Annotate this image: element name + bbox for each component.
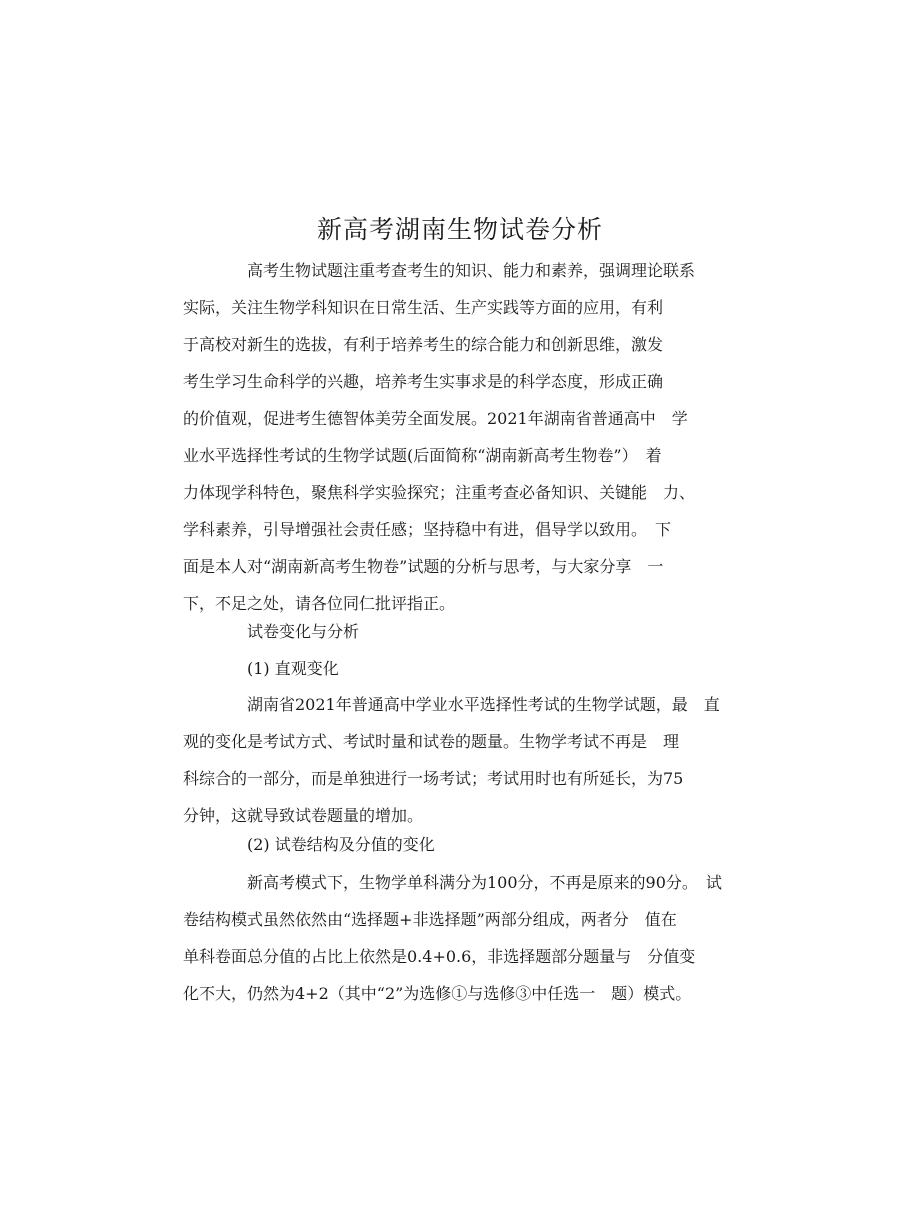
section-heading: 试卷变化与分析 — [247, 622, 360, 641]
text-line: 卷结构模式虽然依然由“选择题+非选择题”两部分组成，两者分 值在 — [183, 910, 677, 929]
subsection-2-heading: (2) 试卷结构及分值的变化 — [247, 835, 435, 854]
text-line: 分钟，这就导致试卷题量的增加。 — [183, 806, 424, 825]
text-line: 考生学习生命科学的兴趣，培养考生实事求是的科学态度，形成正确 — [183, 372, 664, 391]
text-line: 新高考模式下，生物学单科满分为100分，不再是原来的90分。 试 — [247, 873, 722, 892]
subsection-1-heading: (1) 直观变化 — [247, 659, 339, 678]
text-line: 观的变化是考试方式、考试时量和试卷的题量。生物学考试不再是 理 — [183, 732, 680, 751]
text-line: 于高校对新生的选拔，有利于培养考生的综合能力和创新思维，激发 — [183, 335, 664, 354]
text-line: 力体现学科特色，聚焦科学实验探究；注重考查必备知识、关键能 力、 — [183, 483, 696, 502]
text-line: 业水平选择性考试的生物学试题(后面简称“湖南新高考生物卷”） 着 — [183, 446, 662, 465]
text-line: 湖南省2021年普通高中学业水平选择性考试的生物学试题，最 直 — [247, 695, 720, 714]
subsection-2-heading-block — [215, 826, 715, 863]
document-title: 新高考湖南生物试卷分析 — [316, 215, 603, 244]
text-line: 科综合的一部分，而是单独进行一场考试；考试用时也有所延长，为75 — [183, 769, 684, 788]
text-line: 下，不足之处，请各位同仁批评指正。 — [183, 594, 456, 613]
text-line: 学科素养，引导增强社会责任感；坚持稳中有进，倡导学以致用。 下 — [183, 520, 672, 539]
intro-paragraph — [183, 252, 715, 622]
text-line: 高考生物试题注重考查考生的知识、能力和素养，强调理论联系 — [247, 261, 696, 280]
text-line: 单科卷面总分值的占比上依然是0.4+0.6，非选择题部分题量与 分值变 — [183, 947, 696, 966]
subsection-1-paragraph — [183, 686, 720, 834]
subsection-1-heading-block — [215, 650, 715, 687]
text-line: 面是本人对“湖南新高考生物卷”试题的分析与思考，与大家分享 一 — [183, 557, 664, 576]
text-line: 的价值观，促进考生德智体美劳全面发展。2021年湖南省普通高中 学 — [183, 409, 688, 428]
section-heading-block — [215, 613, 715, 650]
text-line: 实际，关注生物学科知识在日常生活、生产实践等方面的应用，有利 — [183, 298, 664, 317]
subsection-2-paragraph — [183, 864, 722, 1012]
text-line: 化不大，仍然为4+2（其中“2”为选修①与选修③中任选一 题）模式。 — [183, 984, 692, 1003]
